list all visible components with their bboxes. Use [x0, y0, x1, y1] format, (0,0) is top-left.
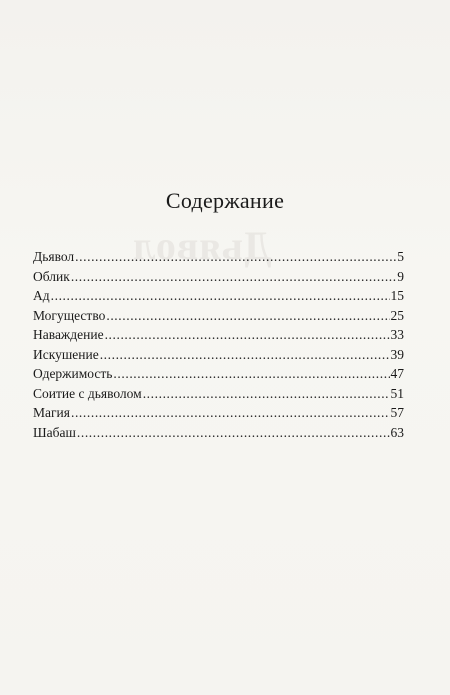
toc-entry [33, 325, 404, 345]
toc-entry-page: 25 [390, 307, 404, 323]
toc-entry [33, 384, 404, 404]
toc-entry [33, 403, 404, 423]
toc-entry [33, 286, 404, 306]
toc-entry-label: Могущество [33, 307, 106, 323]
toc-entry-page: 9 [397, 268, 404, 284]
toc-entry-page: 47 [390, 366, 404, 381]
toc-entry [33, 267, 404, 287]
toc-leader-dots [143, 384, 390, 404]
toc-entry-page: 63 [390, 424, 404, 440]
toc-entry-page: 33 [390, 327, 404, 342]
toc-entry-label: Магия [33, 405, 70, 420]
toc-entry-label: Одержимость [33, 366, 113, 381]
toc-entry [33, 364, 404, 384]
toc-entry-label: Дьявол [33, 249, 75, 264]
show-through-text: Дьявол [132, 223, 272, 268]
toc-entry [33, 345, 404, 365]
toc-leader-dots [100, 345, 390, 365]
toc-entry-page: 5 [397, 249, 404, 264]
toc-leader-dots [77, 423, 390, 443]
toc-entry-label: Шабаш [33, 424, 76, 440]
table-of-contents [33, 247, 404, 442]
toc-entry [33, 306, 404, 326]
toc-entry-label: Облик [33, 268, 70, 284]
toc-entry-label: Соитие с дьяволом [33, 385, 142, 401]
toc-entry [33, 423, 404, 443]
toc-entry-label: Искушение [33, 346, 99, 362]
toc-entry-page: 57 [390, 405, 404, 420]
toc-entry-page: 51 [390, 385, 404, 401]
toc-entry [33, 247, 404, 267]
toc-entry-label: Наваждение [33, 327, 104, 342]
toc-leader-dots [71, 403, 390, 423]
page-title: Содержание [165, 187, 285, 213]
toc-leader-dots [106, 306, 389, 326]
toc-entry-page: 15 [390, 288, 404, 303]
toc-leader-dots [51, 286, 390, 306]
toc-entry-page: 39 [390, 346, 404, 362]
toc-leader-dots [71, 267, 396, 287]
toc-entry-label: Ад [33, 288, 50, 303]
toc-leader-dots [105, 325, 390, 345]
toc-leader-dots [75, 247, 396, 267]
toc-leader-dots [113, 364, 389, 384]
